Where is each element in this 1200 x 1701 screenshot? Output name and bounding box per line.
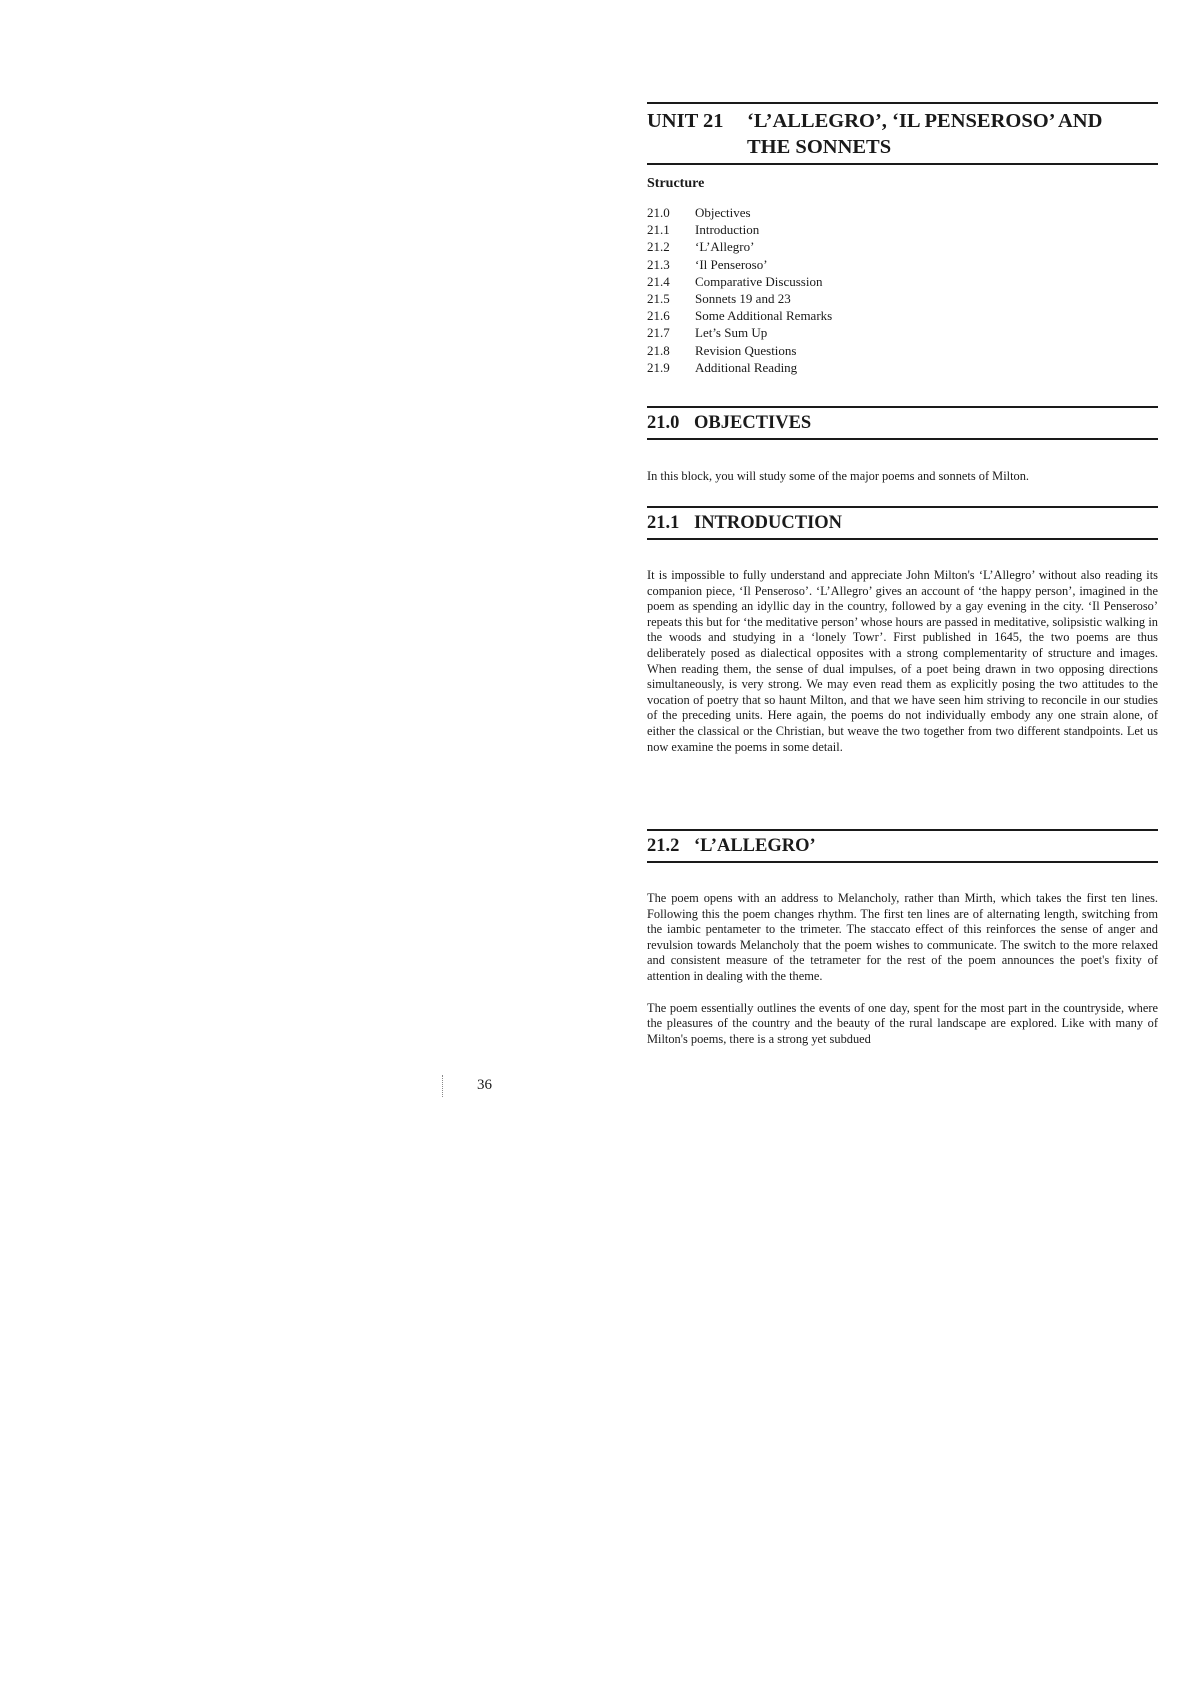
structure-item-label: Objectives <box>695 205 751 220</box>
section-rule-bottom <box>647 438 1158 440</box>
structure-item-number: 21.4 <box>647 273 670 289</box>
section-lallegro <box>647 829 1158 1047</box>
structure-item-label: Additional Reading <box>695 359 798 375</box>
structure-item <box>647 359 1158 376</box>
structure-item-number: 21.9 <box>647 359 670 375</box>
structure-item-label: Let’s Sum Up <box>695 325 768 341</box>
section-rule-bottom <box>647 538 1158 540</box>
structure-item <box>647 204 1158 221</box>
unit-title-line2: THE SONNETS <box>747 136 892 158</box>
structure-item <box>647 290 1158 307</box>
section-heading <box>647 408 1158 438</box>
section-number: 21.2 <box>647 836 680 856</box>
structure-item-label: Revision Questions <box>695 342 797 358</box>
structure-item <box>647 256 1158 273</box>
introduction-paragraph: It is impossible to fully understand and appreciate John Milton's ‘L’Allegro’ without also reading its companion piece, ‘Il Penseroso’. ‘L’Allegro’ gives an account of ‘the happy person’, imagined in the poem as spending an idyllic day in the country, followed by a gay evening in the city. ‘Il Penseroso’ repeats this but for ‘the meditative person’ whose hours are passed in meditative, solipsistic walking in the woods and studying in a ‘lonely Towr’. First published in 1645, the two poems are thus deliberately posed as dialectical opposites with a strong complementarity of structure and images. When reading them, the sense of dual impulses, of a poet being drawn in two opposing directions simultaneously, is very strong. We may even read them as explicitly posing the two attitudes to the vocation of poetry that so haunt Milton, and that we have seen him striving to reconcile in our studies of the preceding units. Here again, the poems do not individually embody any one strain alone, of either the classical or the Christian, but weave the two together from two different standpoints. Let us now examine the poems in some detail. <box>647 568 1158 754</box>
section-number: 21.1 <box>647 513 680 533</box>
lallegro-paragraph-2: The poem essentially outlines the events of one day, spent for the most part in the countryside, where the pleasures of the country and the beauty of the rural landscape are explored. Like with many of Milton's poems, there is a strong yet subdued <box>647 1000 1158 1046</box>
structure-item <box>647 324 1158 341</box>
section-title: ‘L’ALLEGRO’ <box>694 836 816 856</box>
structure-item <box>647 273 1158 290</box>
margin-marker <box>442 1075 443 1097</box>
unit-title-line1: ‘L’ALLEGRO’, ‘IL PENSEROSO’ AND <box>747 110 1103 132</box>
title-bottom-rule <box>647 163 1158 165</box>
unit-title <box>647 108 1158 160</box>
top-rule <box>647 102 1158 104</box>
structure-item-label: Introduction <box>695 222 760 238</box>
section-rule-bottom <box>647 861 1158 863</box>
structure-item-label: ‘Il Penseroso’ <box>695 256 768 272</box>
structure-item-label: Some Additional Remarks <box>695 308 833 324</box>
structure-item-number: 21.6 <box>647 308 670 324</box>
section-heading <box>647 508 1158 538</box>
structure-heading: Structure <box>647 176 705 191</box>
structure-item-number: 21.2 <box>647 239 670 255</box>
section-objectives <box>647 406 1158 485</box>
structure-item <box>647 238 1158 255</box>
structure-item <box>647 221 1158 238</box>
structure-block <box>647 176 1158 376</box>
structure-item-number: 21.5 <box>647 291 670 307</box>
section-title: OBJECTIVES <box>694 413 812 433</box>
structure-list <box>647 204 1158 376</box>
structure-item-number: 21.3 <box>647 256 670 272</box>
structure-item-label: Comparative Discussion <box>695 273 823 289</box>
structure-item-label: ‘L’Allegro’ <box>695 239 755 255</box>
structure-item-label: Sonnets 19 and 23 <box>695 291 791 307</box>
objectives-paragraph: In this block, you will study some of the major poems and sonnets of Milton. <box>647 469 1030 483</box>
section-title: INTRODUCTION <box>694 513 843 533</box>
structure-item-number: 21.7 <box>647 325 670 341</box>
structure-item-number: 21.1 <box>647 222 670 238</box>
unit-number: UNIT 21 <box>647 110 724 132</box>
lallegro-paragraph-1: The poem opens with an address to Melancholy, rather than Mirth, which takes the first ten lines. Following this the poem changes rhythm. The first ten lines are of alternating length, switching from the iambic pentameter to the trimeter. The staccato effect of this reinforces the sense of anger and revulsion towards Melancholy that the poem wishes to communicate. The switch to the more relaxed and consistent measure of the tetrameter for the rest of the poem announces the poet's fixity of attention in dealing with the theme. <box>647 891 1158 983</box>
section-introduction <box>647 506 1158 755</box>
structure-item-number: 21.8 <box>647 342 670 358</box>
structure-item <box>647 307 1158 324</box>
unit-header <box>647 102 1158 165</box>
page-number: 36 <box>477 1077 492 1093</box>
section-number: 21.0 <box>647 413 680 433</box>
structure-item <box>647 342 1158 359</box>
structure-item-number: 21.0 <box>647 205 670 220</box>
section-heading <box>647 831 1158 861</box>
